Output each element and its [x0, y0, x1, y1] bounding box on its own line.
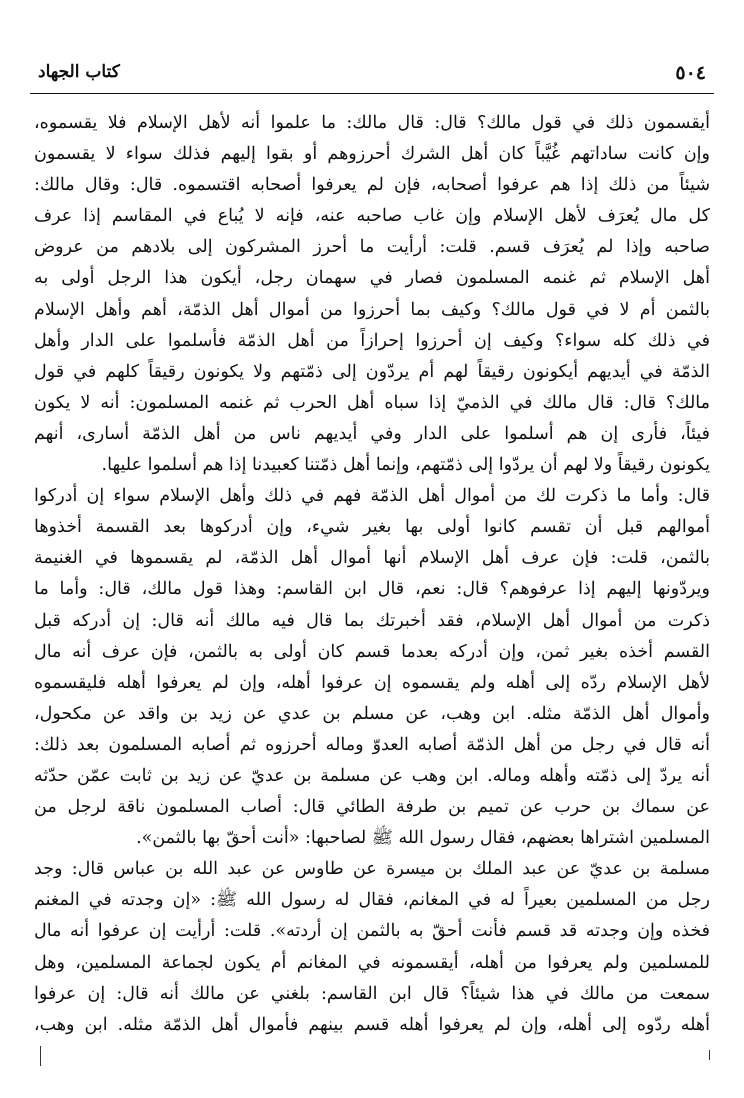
- text-line-25: مسلمة بن عديّ عن عبد الملك بن ميسرة عن طاوس عن عبد الله بن عباس قال: وجد: [34, 859, 710, 880]
- text-line-29: سمعت من مالك في هذا شيئاً؟ قال ابن القاسم: بلغني عن مالك أنه قال: إن عرفوا: [34, 983, 710, 1004]
- text-line-5: صاحبه وإذا لم يُعرَف قسم. قلت: أرأيت ما أحرز المشركون إلى بلادهم من عروض: [34, 237, 710, 258]
- text-line-10: مالك؟ قال: قال مالك في الذميّ إذا سباه أهل الحرب ثم غنمه المسلمون: أنه لا يكون: [34, 392, 710, 413]
- text-line-4: كل مال يُعرَف لأهل الإسلام وإن غاب صاحبه عنه، فإنه لا يُباع في المقاسم إذا عرف: [34, 206, 710, 227]
- text-line-12: يكونون رقيقاً ولا لهم أن يردّوا إلى ذمّتهم، وإنما أهل ذمّتنا كعبيدنا إذا هم أسلموا عليها.: [101, 455, 710, 476]
- text-line-21: أنه قال في رجل من أهل الذمّة أصابه العدوّ وماله أحرزوه ثم أصابه المسلمون بعد ذلك:: [34, 734, 710, 755]
- text-line-14: أموالهم قبل أن تقسم كانوا أولى بها بغير شيء، وإن أدركوها بعد القسمة أخذوها: [34, 517, 710, 538]
- page-number: ٥٠٤: [675, 62, 706, 84]
- text-line-9: الذمّة في أيديهم أيكونون رقيقاً لهم أم يردّون إلى ذمّتهم ولا يكونون رقيقاً كلهم في قول: [34, 361, 710, 382]
- text-line-8: في ذلك كله سواء؟ وكيف إن أحرزوا إحرازاً من أهل الذمّة فأسلموا على الدار وأهل: [34, 330, 710, 351]
- text-line-19: لأهل الإسلام ردّه إلى أهله ولم يقسموه إن عرفوا أهله، وإن لم يعرفوا أهله فليقسموه: [34, 672, 710, 693]
- text-line-26: رجل من المسلمين بعيراً له في المغانم، فقال له رسول الله ﷺ: «إن وجدته في المغنم: [34, 890, 710, 911]
- text-line-23: عن سماك بن حرب عن تميم بن طرفة الطائي قال: أصاب المسلمون ناقة لرجل من: [34, 797, 710, 818]
- text-line-3: شيئاً من ذلك إذا هم عرفوا أصحابه، فإن لم يعرفوا أصحابه اقتسموه. قال: وقال مالك:: [34, 175, 710, 196]
- margin-mark-right: [709, 1050, 710, 1060]
- text-line-11: فيئاً، فأرى إن هم أسلموا على الدار وفي أيديهم ناس من أهل الذمّة أسارى، أنهم: [34, 423, 710, 444]
- text-line-16: ويردّونها إليهم إذا عرفوهم؟ قال: نعم، قال ابن القاسم: وهذا قول مالك، قال: وأما ما: [34, 579, 710, 600]
- text-line-6: أهل الإسلام ثم غنمه المسلمون فصار في سهمان رجل، أيكون هذا الرجل أولى به: [34, 268, 710, 289]
- text-line-1: أيقسمون ذلك في قول مالك؟ قال: قال مالك: ما علموا أنه لأهل الإسلام فلا يقسموه،: [34, 113, 710, 133]
- text-line-2: وإن كانت ساداتهم غُيَّباً كان أهل الشرك أحرزوهم أو بقوا إليهم فذلك سواء لا يقسمون: [34, 144, 710, 165]
- text-line-18: القسم أخذه بغير ثمن، وإن أدركه بعدما قسم كان أولى به بالثمن، فإن عرف أنه مال: [34, 641, 710, 662]
- text-line-17: ذكرت من أموال أهل الإسلام، فقد أخبرتك بما قال فيه مالك أنه قال: إن أدركه قبل: [34, 610, 710, 631]
- text-line-30: أهله ردّوه إلى أهله، وإن لم يعرفوا أهله قسم بينهم فأموال أهل الذمّة مثله. ابن وهب،: [34, 1014, 710, 1035]
- running-title: كتاب الجهاد: [38, 62, 120, 82]
- text-line-13: قال: وأما ما ذكرت لك من أموال أهل الذمّة فهم في ذلك وأهل الإسلام سواء إن أدركوا: [34, 486, 710, 507]
- text-line-15: بالثمن، قلت: فإن عرف أهل الإسلام أنها أموال أهل الذمّة، لم يقسموها في الغنيمة: [34, 548, 710, 569]
- body-text: [34, 108, 710, 1041]
- header-rule: [30, 93, 714, 94]
- text-line-24: المسلمين اشتراها بعضهم، فقال رسول الله ﷺ لصاحبها: «أنت أحقّ بها بالثمن».: [136, 828, 710, 849]
- text-line-20: وأموال أهل الذمّة مثله. ابن وهب، عن مسلم بن عدي عن زيد بن واقد عن مكحول،: [34, 703, 710, 724]
- text-line-7: بالثمن أم لا في قول مالك؟ وكيف بما أحرزوا من أموال أهل الذمّة، أهم وأهل الإسلام: [34, 299, 710, 320]
- text-line-28: للمسلمين ولم يعرفوا من أهله، أيقسمونه في المغانم أم يكون لجماعة المسلمين، وهل: [34, 952, 710, 973]
- margin-mark-left: [40, 1046, 41, 1066]
- page-header: [34, 58, 710, 92]
- text-line-22: أنه يردّ إلى ذمّته وأهله وماله. ابن وهب عن مسلمة بن عديّ عن زيد بن ثابت عمّن حدّثه: [34, 765, 710, 786]
- text-line-27: فخذه وإن وجدته قد قسم فأنت أحقّ به بالثمن إن أردته». قلت: أرأيت إن عرفوا أنه مال: [34, 921, 710, 942]
